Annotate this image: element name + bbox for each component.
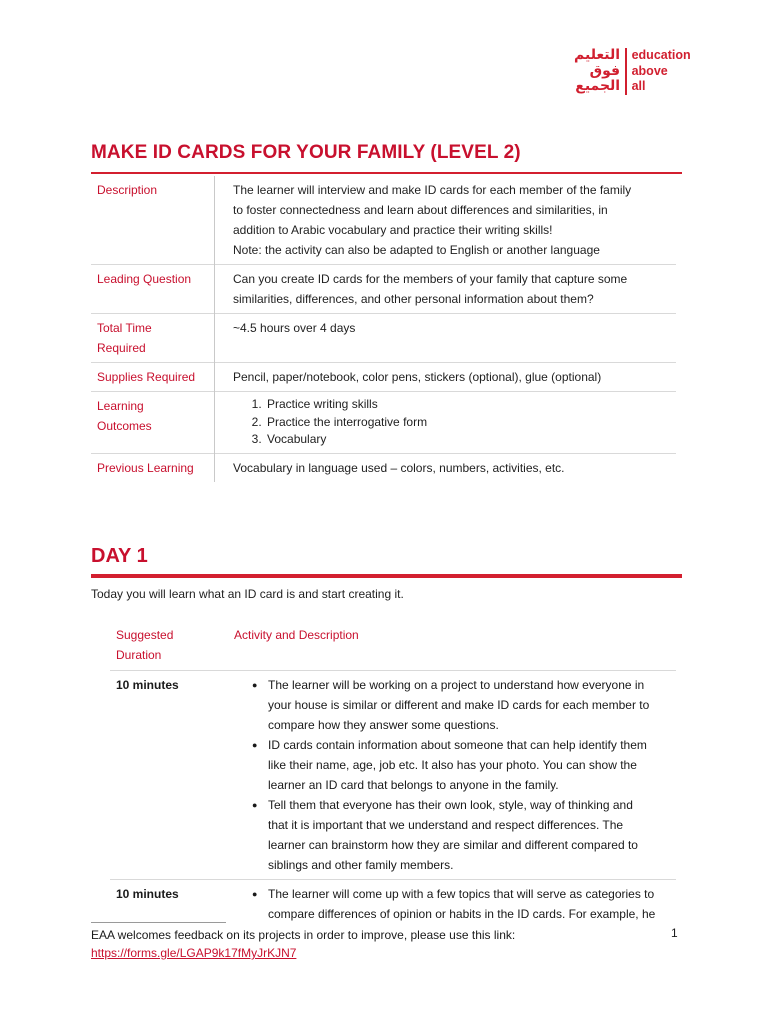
activity-bullets [246,675,670,875]
leading-question-row [91,265,676,314]
list-item: 1. Practice writing skills [265,396,670,414]
page-title: MAKE ID CARDS FOR YOUR FAMILY (LEVEL 2) [91,142,521,163]
feedback-link[interactable]: https://forms.gle/LGAP9k17fMyJrKJN7 [91,946,297,960]
education-above-all-logo [574,48,691,95]
day-heading: DAY 1 [91,545,148,567]
description-label: Description [91,176,215,265]
learning-outcomes-label: Learning Outcomes [91,392,215,454]
list-item: 2. Practice the interrogative form [265,414,670,432]
total-time-row [91,314,676,363]
day-divider [91,574,682,578]
day-intro: Today you will learn what an ID card is and start creating it. [91,587,404,601]
total-time-value: ~4.5 hours over 4 days [215,314,677,363]
list-item: 3. Vocabulary [265,431,670,449]
supplies-label: Supplies Required [91,363,215,392]
table-row [110,671,676,880]
page-number: 1 [671,926,678,940]
description-value: The learner will interview and make ID cards for each member of the family to foster connectedness and learn about differences and similarities, in addition to Arabic vocabulary and practice their writing skills! Note: the activity can also be adapted to English or another language [233,183,632,257]
list-item: ● The learner will be working on a project to understand how everyone in your house is similar or different and make ID cards for each member to compare how they answer some questions. [268,675,670,735]
table-row [110,880,676,929]
total-time-label: Total Time Required [91,314,215,363]
title-divider [91,172,682,174]
footer-text: EAA welcomes feedback on its projects in order to improve, please use this link: [91,928,516,942]
overview-table [91,176,676,482]
activity-table-header [110,625,676,671]
duration-cell: 10 minutes [110,880,228,929]
previous-learning-row [91,453,676,482]
supplies-row [91,363,676,392]
activity-bullets [246,884,670,924]
learning-outcomes-row [91,392,676,454]
activity-cell [228,880,676,929]
footer-divider [91,922,226,923]
activity-cell [228,671,676,880]
list-item: ● The learner will come up with a few topics that will serve as categories to compare differences of opinion or habits in the ID cards. For example, he [268,884,670,924]
suggested-duration-header: Suggested Duration [110,625,228,671]
description-row [91,176,676,265]
activity-table [110,625,676,928]
list-item: ● Tell them that everyone has their own look, style, way of thinking and that it is important that we understand and respect differences. The learner can brainstorm how they are similar and different compared to siblings and other family members. [268,795,670,875]
previous-learning-label: Previous Learning [91,453,215,482]
footer [91,926,515,962]
supplies-value: Pencil, paper/notebook, color pens, stickers (optional), glue (optional) [215,363,677,392]
previous-learning-value: Vocabulary in language used – colors, numbers, activities, etc. [215,453,677,482]
list-item: ● ID cards contain information about someone that can help identify them like their name, age, job etc. It also has your photo. You can show the learner an ID card that belongs to anyone in the family. [268,735,670,795]
learning-outcomes-value [215,392,677,454]
logo-arabic: التعليم فوق الجميع [574,47,621,94]
learning-outcomes-list [233,396,670,449]
leading-question-label: Leading Question [91,265,215,314]
leading-question-value: Can you create ID cards for the members of your family that capture some similarities, differences, and other personal information about them? [215,265,677,314]
logo-english: education above all [631,48,691,93]
duration-cell: 10 minutes [116,678,179,692]
activity-description-header: Activity and Description [228,625,676,671]
